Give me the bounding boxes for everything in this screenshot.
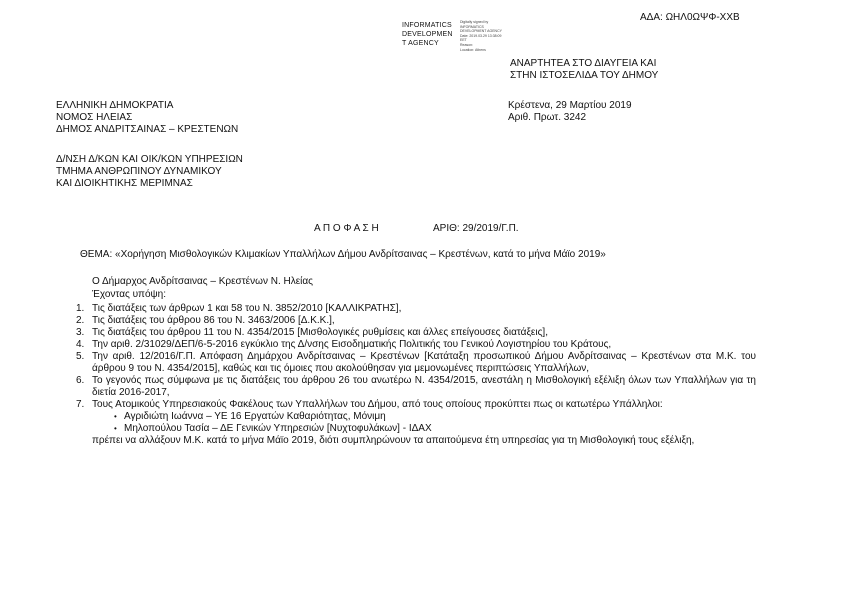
signature-line: Location: Athens — [460, 47, 486, 52]
item-number: 2. — [76, 315, 85, 326]
item-text: Τις διατάξεις του άρθρου 11 του Ν. 4354/2015 [Μισθολογικές ρυθμίσεις και άλλες επείγουσες διατάξεις], — [92, 327, 548, 338]
list-item — [76, 351, 756, 375]
conclusion-text: πρέπει να αλλάξουν Μ.Κ. κατά το μήνα Μάϊο 2019, διότι συμπληρώνουν τα απαιτούμενα έτη υπηρεσίας για τη Μισθολογική τους εξέλιξη, — [92, 435, 695, 446]
document-date: Κρέστενα, 29 Μαρτίου 2019 — [508, 100, 632, 111]
list-item — [76, 315, 756, 327]
employee-list — [92, 411, 756, 435]
subject-line: ΘΕΜΑ: «Χορήγηση Μισθολογικών Κλιμακίων Υπαλλήλων Δήμου Ανδρίτσαινας – Κρεστένων, κατά το μήνα Μάϊο 2019» — [80, 249, 606, 260]
employee-text: Μηλοπούλου Τασία – ΔΕ Γενικών Υπηρεσιών [Νυχτοφυλάκων] - ΙΔΑΧ — [124, 423, 432, 434]
protocol-number: Αριθ. Πρωτ. 3242 — [508, 112, 587, 123]
signature-line: EET — [460, 38, 467, 43]
publish-note-line: ΑΝΑΡΤΗΤΕΑ ΣΤΟ ΔΙΑΥΓΕΙΑ ΚΑΙ — [510, 58, 657, 69]
ada-code: ΑΔΑ: ΩΗΛ0ΩΨΦ-ΧΧΒ — [640, 12, 740, 23]
signature-line: INFORMATICS — [460, 24, 484, 29]
date-protocol-block — [508, 100, 632, 124]
signature-line: DEVELOPMENT AGENCY — [460, 29, 502, 34]
mayor-line: Ο Δήμαρχος Ανδρίτσαινας – Κρεστένων Ν. Ηλείας — [92, 276, 313, 287]
list-item — [76, 399, 756, 447]
list-item — [76, 327, 756, 339]
item-text: Την αριθ. 2/31029/ΔΕΠ/6-5-2016 εγκύκλιο της Δ/νσης Εισοδηματικής Πολιτικής του Γενικού Λογιστηρίου του Κράτους, — [92, 339, 612, 350]
publish-note — [510, 58, 658, 82]
department-line: Δ/ΝΣΗ Δ/ΚΩΝ ΚΑΙ ΟΙΚ/ΚΩΝ ΥΠΗΡΕΣΙΩΝ — [56, 154, 243, 165]
item-number: 1. — [76, 303, 85, 314]
item-text: Τις διατάξεις του άρθρου 86 του Ν. 3463/2006 [Δ.Κ.Κ.], — [92, 315, 335, 326]
list-item — [76, 303, 756, 315]
list-item — [76, 375, 756, 399]
signature-logo — [402, 21, 453, 48]
issuer-line: ΔΗΜΟΣ ΑΝΔΡΙΤΣΑΙΝΑΣ – ΚΡΕΣΤΕΝΩΝ — [56, 124, 239, 135]
item-text: Τους Ατομικούς Υπηρεσιακούς Φακέλους των Υπαλλήλων του Δήμου, από τους οποίους προκύπτει πως οι κατωτέρω Υπάλληλοι: — [92, 399, 663, 410]
issuer-line: ΕΛΛΗΝΙΚΗ ΔΗΜΟΚΡΑΤΙΑ — [56, 100, 174, 111]
logo-line: INFORMATICS — [402, 22, 452, 29]
department-block — [56, 154, 243, 190]
issuer-block — [56, 100, 238, 136]
item-number: 3. — [76, 327, 85, 338]
item-text: Το γεγονός πως σύμφωνα με τις διατάξεις του άρθρου 26 του ανωτέρω Ν. 4354/2015, ανεστάλη η Μισθολογική εξέλιξη όλων των Υπαλλήλων για τη διετία 2016-2017, — [92, 375, 756, 398]
logo-line: T AGENCY — [402, 40, 439, 47]
item-number: 7. — [76, 399, 85, 410]
digital-signature-details — [460, 20, 502, 52]
issuer-line: ΝΟΜΟΣ ΗΛΕΙΑΣ — [56, 112, 133, 123]
logo-line: DEVELOPMEN — [402, 31, 453, 38]
considerations-list — [76, 303, 756, 447]
item-text: Τις διατάξεις των άρθρων 1 και 58 του Ν. 3852/2010 [ΚΑΛΛΙΚΡΑΤΗΣ], — [92, 303, 402, 314]
bullet-icon: • — [114, 424, 117, 433]
bullet-icon: • — [114, 412, 117, 421]
signature-line: Digitally signed by — [460, 20, 489, 24]
item-text: Την αριθ. 12/2016/Γ.Π. Απόφαση Δημάρχου Ανδρίτσαινας – Κρεστένων [Κατάταξη προσωπικού Δήμου Ανδρίτσαινας – Κρεστένων στα Μ.Κ. του άρθρου 9 του Ν. 4354/2015], καθώς και τις όμοιες που ακολούθησαν για μεμονωμένες περιπτώσεις Υπαλλήλων, — [92, 351, 756, 374]
item-number: 5. — [76, 351, 85, 362]
employee-text: Αγριδιώτη Ιωάννα – ΥΕ 16 Εργατών Καθαριότητας, Μόνιμη — [124, 411, 386, 422]
employee-item — [92, 423, 756, 435]
decision-number: ΑΡΙΘ: 29/2019/Γ.Π. — [433, 223, 519, 234]
publish-note-line: ΣΤΗΝ ΙΣΤΟΣΕΛΙΔΑ ΤΟΥ ΔΗΜΟΥ — [510, 70, 659, 81]
signature-line: Date: 2019.03.29 13:38:09 — [460, 33, 502, 38]
item-number: 4. — [76, 339, 85, 350]
signature-line: Reason: — [460, 42, 474, 47]
employee-item — [92, 411, 756, 423]
list-item — [76, 339, 756, 351]
department-line: ΚΑΙ ΔΙΟΙΚΗΤΙΚΗΣ ΜΕΡΙΜΝΑΣ — [56, 178, 193, 189]
department-line: ΤΜΗΜΑ ΑΝΘΡΩΠΙΝΟΥ ΔΥΝΑΜΙΚΟΥ — [56, 166, 222, 177]
item-number: 6. — [76, 375, 85, 386]
decision-title: Α Π Ο Φ Α Σ Η — [314, 223, 379, 234]
having-considered: Έχοντας υπόψη: — [92, 289, 166, 300]
